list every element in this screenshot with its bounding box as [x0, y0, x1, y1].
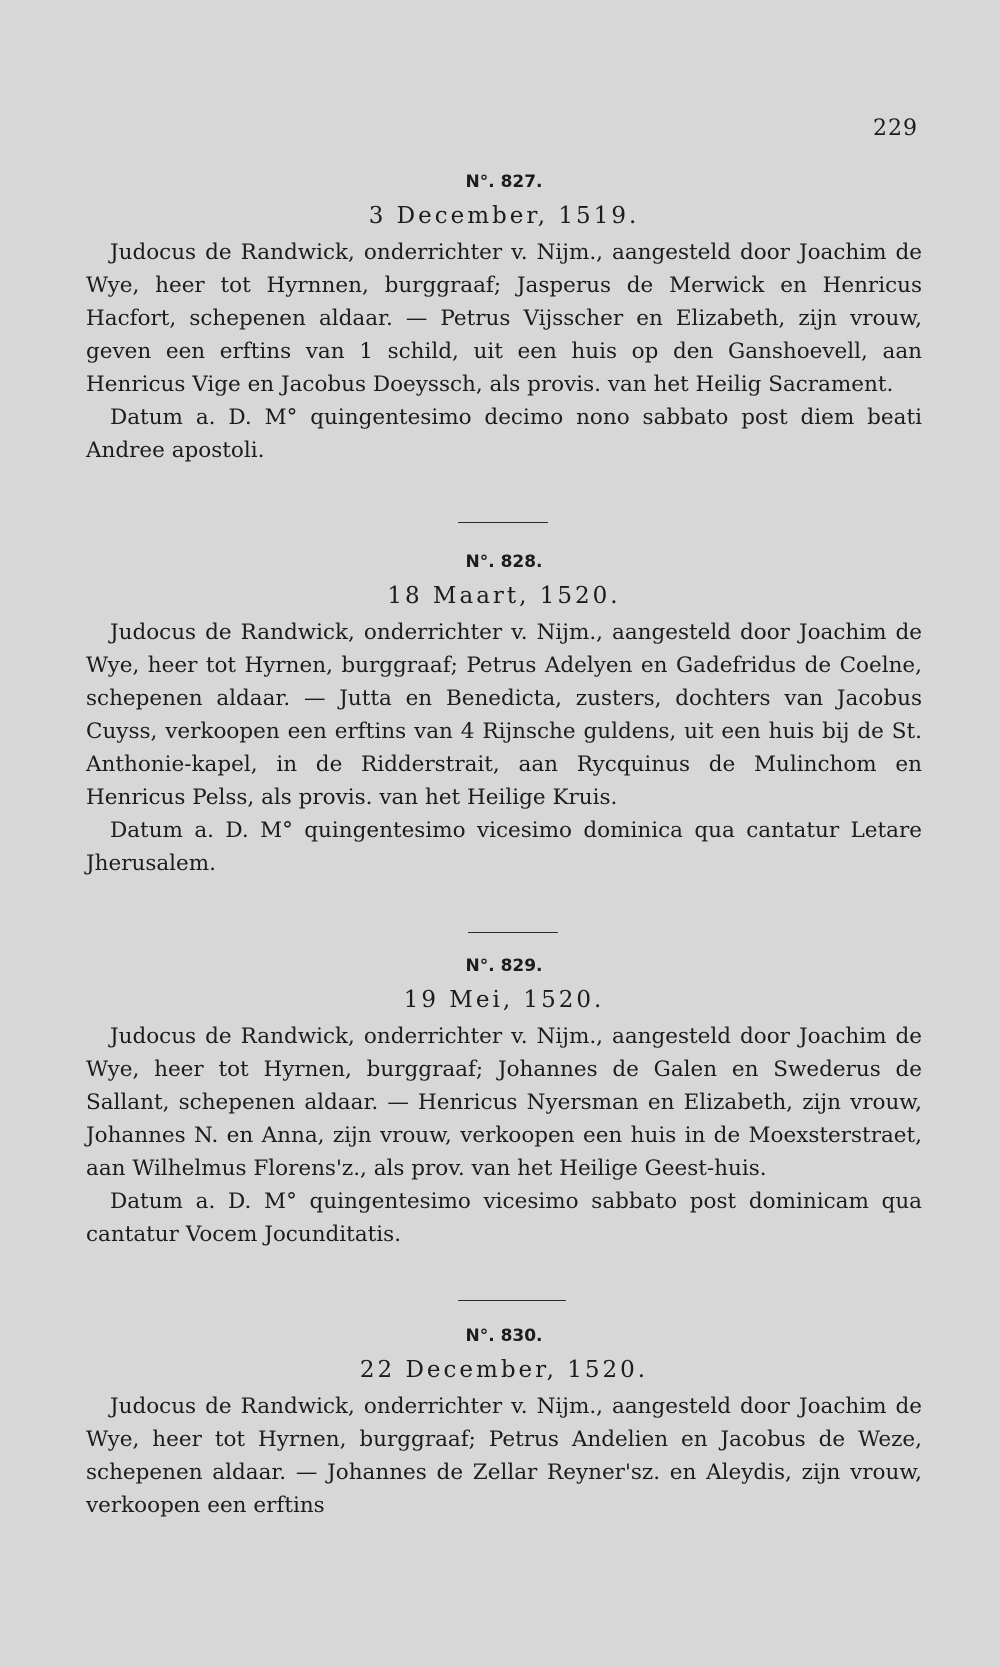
- entry-number: N°. 828.: [465, 552, 543, 572]
- entry-text: Judocus de Randwick, onderrichter v. Nijm., aangesteld door Joachim de Wye, heer tot Hyrnen, burggraaf; Petrus Andelien en Jacobus de Weze, schepenen aldaar. — Johannes de Zellar Reyner'sz. en Aleydis, zijn vrouw, verkoopen een erftins: [86, 1394, 922, 1518]
- entry-datum: Datum a. D. M° quingentesimo vicesimo sabbato post dominicam qua cantatur Vocem Jocunditatis.: [86, 1189, 922, 1247]
- entry-text: Judocus de Randwick, onderrichter v. Nijm., aangesteld door Joachim de Wye, heer tot Hyrnnen, burggraaf; Jasperus de Merwick en Henricus Hacfort, schepenen aldaar. — Petrus Vijsscher en Elizabeth, zijn vrouw, geven een erftins van 1 schild, uit een huis op den Ganshoevell, aan Henricus Vige en Jacobus Doeyssch, als provis. van het Heilig Sacrament.: [86, 240, 922, 397]
- entry-date: 3 December, 1519.: [368, 203, 640, 229]
- entry-827: [86, 168, 922, 467]
- entry-datum: Datum a. D. M° quingentesimo decimo nono sabbato post diem beati Andree apostoli.: [86, 405, 922, 463]
- entry-828: [86, 548, 922, 880]
- entry-date: 18 Maart, 1520.: [387, 583, 621, 609]
- entry-divider: [458, 522, 548, 523]
- entry-830: [86, 1322, 922, 1522]
- entry-number: N°. 829.: [465, 956, 543, 976]
- entry-divider: [458, 1300, 566, 1301]
- entry-number: N°. 830.: [465, 1326, 543, 1346]
- entry-text: Judocus de Randwick, onderrichter v. Nijm., aangesteld door Joachim de Wye, heer tot Hyrnen, burggraaf; Johannes de Galen en Swederus de Sallant, schepenen aldaar. — Henricus Nyersman en Elizabeth, zijn vrouw, Johannes N. en Anna, zijn vrouw, verkoopen een huis in de Moexsterstraet, aan Wilhelmus Florens'z., als prov. van het Heilige Geest-huis.: [86, 1024, 922, 1181]
- entry-divider: [468, 932, 558, 933]
- entry-number: N°. 827.: [465, 172, 543, 192]
- entry-date: 22 December, 1520.: [359, 1357, 649, 1383]
- page-number: 229: [873, 116, 918, 141]
- entry-datum: Datum a. D. M° quingentesimo vicesimo dominica qua cantatur Letare Jherusalem.: [86, 818, 922, 876]
- entry-text: Judocus de Randwick, onderrichter v. Nijm., aangesteld door Joachim de Wye, heer tot Hyrnen, burggraaf; Petrus Adelyen en Gadefridus de Coelne, schepenen aldaar. — Jutta en Benedicta, zusters, dochters van Jacobus Cuyss, verkoopen een erftins van 4 Rijnsche guldens, uit een huis bij de St. Anthonie-kapel, in de Ridderstrait, aan Rycquinus de Mulinchom en Henricus Pelss, als provis. van het Heilige Kruis.: [86, 620, 922, 810]
- entry-date: 19 Mei, 1520.: [403, 987, 605, 1013]
- entry-829: [86, 952, 922, 1251]
